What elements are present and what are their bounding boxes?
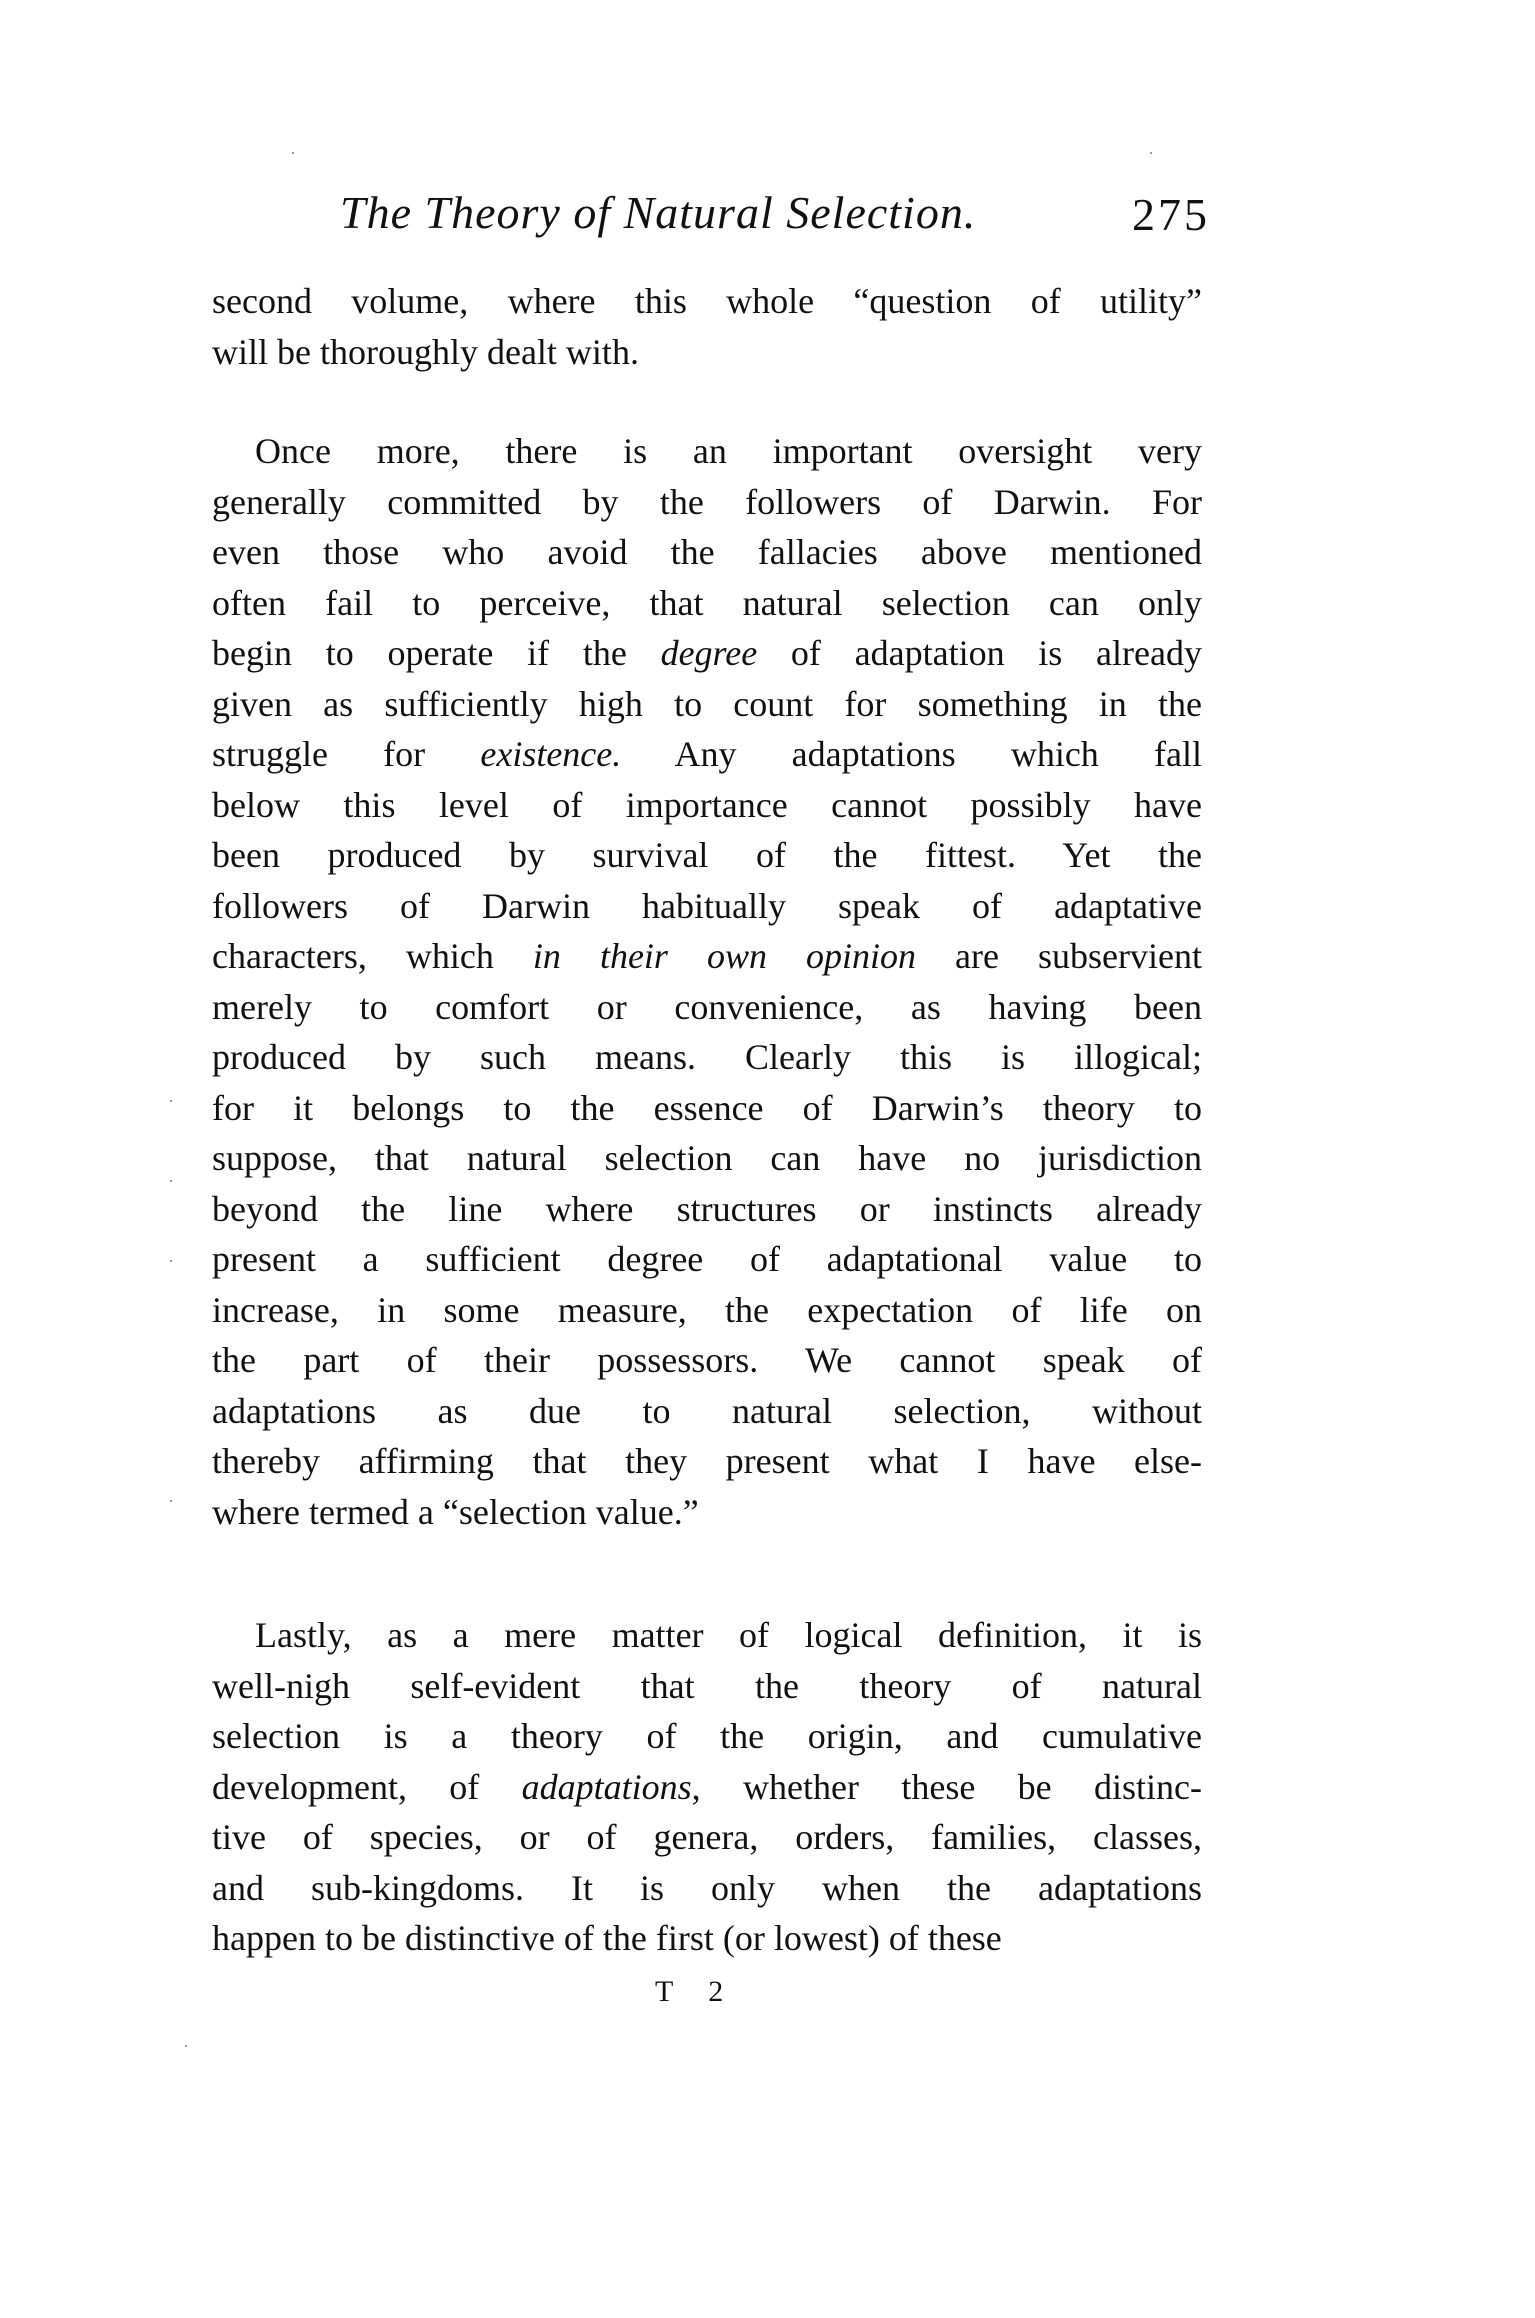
text-line: merely to comfort or convenience, as having been xyxy=(212,986,1202,1027)
scan-speck xyxy=(1150,152,1152,154)
text-line: and sub-kingdoms. It is only when the adaptations xyxy=(212,1867,1202,1908)
signature-mark: T 2 xyxy=(655,1975,738,2008)
scan-speck xyxy=(170,1100,172,1102)
text-line: begin to operate if the degree of adaptation is already xyxy=(212,633,1202,673)
scan-speck xyxy=(170,1500,172,1502)
text-line: below this level of importance cannot possibly have xyxy=(212,784,1202,825)
text-line: happen to be distinctive of the first (or lowest) of these xyxy=(212,1918,1002,1958)
text-line: increase, in some measure, the expectation of life on xyxy=(212,1289,1202,1330)
text-line: for it belongs to the essence of Darwin’s theory to xyxy=(212,1087,1202,1128)
text-line: thereby affirming that they present what I have else- xyxy=(212,1441,1202,1481)
italic-emphasis: in their own opinion xyxy=(532,936,917,976)
text-line: suppose, that natural selection can have no jurisdiction xyxy=(212,1138,1202,1178)
text-line: selection is a theory of the origin, and cumulative xyxy=(212,1716,1202,1756)
scan-speck xyxy=(170,1260,172,1262)
text-line: been produced by survival of the fittest. Yet the xyxy=(212,835,1202,875)
text-line: second volume, where this whole “question of utility” xyxy=(212,281,1202,321)
italic-emphasis: existence. xyxy=(480,734,622,774)
text-line: the part of their possessors. We cannot speak of xyxy=(212,1340,1202,1380)
text-line: well-nigh self-evident that the theory of natural xyxy=(212,1665,1202,1706)
text-line: Once more, there is an important oversight very xyxy=(255,431,1202,471)
text-line: produced by such means. Clearly this is illogical; xyxy=(212,1037,1202,1077)
scan-speck xyxy=(170,1180,172,1182)
text-line: Lastly, as a mere matter of logical definition, it is xyxy=(255,1615,1202,1655)
paragraph-oversight xyxy=(212,426,1202,1537)
scan-speck xyxy=(292,152,294,154)
text-line: often fail to perceive, that natural selection can only xyxy=(212,582,1202,623)
text-line: even those who avoid the fallacies above mentioned xyxy=(212,532,1202,572)
text-line: given as sufficiently high to count for something in the xyxy=(212,683,1202,724)
text-line: where termed a “selection value.” xyxy=(212,1491,699,1532)
paragraph-lastly xyxy=(212,1610,1202,1964)
paragraph-continuation xyxy=(212,276,1202,377)
text-line: tive of species, or of genera, orders, families, classes, xyxy=(212,1817,1202,1857)
italic-emphasis: degree xyxy=(660,633,758,673)
page-number: 275 xyxy=(1132,189,1210,240)
text-line: struggle for existence. Any adaptations which fall xyxy=(212,734,1202,774)
running-head-title: The Theory of Natural Selection. xyxy=(340,187,977,238)
running-head xyxy=(340,186,1210,246)
italic-emphasis: adaptations xyxy=(521,1766,692,1807)
text-line: beyond the line where structures or instincts already xyxy=(212,1188,1202,1229)
text-line: characters, which in their own opinion are subservient xyxy=(212,936,1203,976)
text-line: present a sufficient degree of adaptational value to xyxy=(212,1239,1202,1279)
text-line: will be thoroughly dealt with. xyxy=(212,331,639,372)
scan-speck xyxy=(185,2045,187,2047)
text-line: generally committed by the followers of Darwin. For xyxy=(212,481,1202,522)
text-line: development, of adaptations, whether these be distinc- xyxy=(212,1766,1202,1807)
text-line: adaptations as due to natural selection, without xyxy=(212,1390,1202,1431)
text-line: followers of Darwin habitually speak of adaptative xyxy=(212,885,1202,926)
